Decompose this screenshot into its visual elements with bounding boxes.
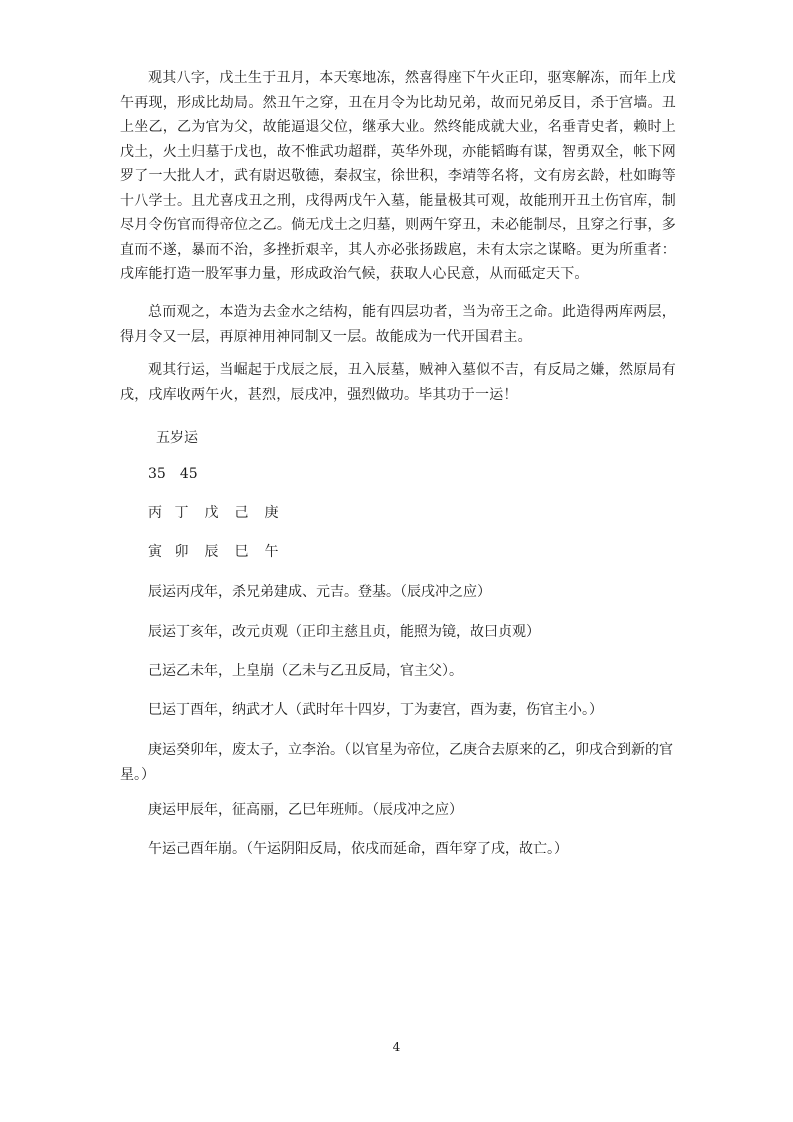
- event-item: 辰运丁亥年，改元贞观（正印主慈且贞，能照为镜，故曰贞观）: [148, 624, 540, 640]
- luck-ages: 35 45: [148, 466, 198, 482]
- event-item: 庚运甲辰年，征高丽，乙巳年班师。（辰戌冲之应）: [148, 802, 463, 818]
- event-item: 己运乙未年，上皇崩（乙未与乙丑反局，官主父）。: [148, 663, 463, 679]
- event-item: 辰运丙戌年，杀兄弟建成、元吉。登基。（辰戌冲之应）: [148, 584, 491, 600]
- event-item: 庚运癸卯年，废太子，立李治。（以官星为帝位，乙庚合去原来的乙，卯戌合到新的官星。）: [120, 742, 673, 783]
- paragraph-analysis: 观其八字，戊土生于丑月，本天寒地冻，然喜得座下午火正印，驱寒解冻，而年上戊午再现，形成比劫局。然丑午之穿，丑在月令为比劫兄弟，故而兄弟反目，杀于宫墙。丑上坐乙，乙为官为父，故能逼退父位，继承大业。然终能成就大业，名垂青史者，赖时上戊土，火土归墓于戊也，故不惟武功超群，英华外现，亦能韬晦有谋，智勇双全，帐下网罗了一大批人才，武有尉迟敬德，秦叔宝，徐世积，李靖等名将，文有房玄龄，杜如晦等十八学士。且尤喜戌丑之刑，戌得两戊午入墓，能量极其可观，故能刑开丑土伤官库，制尽月令伤官而得帝位之乙。倘无戊土之归墓，则两午穿丑，未必能制尽，且穿之行事，多直而不遂，暴而不治，多挫折艰辛，其人亦必张扬跋扈，未有太宗之谋略。更为所重者：戌库能打造一股军事力量，形成政治气候，获取人心民意，从而砥定天下。: [120, 70, 676, 282]
- paragraph-summary: 总而观之，本造为去金水之结构，能有四层功者，当为帝王之命。此造得两库两层，得月令又一层，再原神用神同制又一层。故能成为一代开国君主。: [120, 304, 676, 345]
- event-item: 午运己酉年崩。（午运阴阳反局，依戌而延命，酉年穿了戌，故亡。）: [148, 841, 568, 857]
- luck-stems: 丙 丁 戊 己 庚: [148, 505, 280, 521]
- page-number: 4: [392, 1040, 401, 1054]
- event-item: 巳运丁酉年，纳武才人（武时年十四岁，丁为妻宫，酉为妻，伤官主小。）: [148, 702, 603, 718]
- luck-title: 五岁运: [156, 430, 198, 446]
- luck-branches: 寅 卯 辰 巳 午: [148, 544, 280, 560]
- paragraph-luck-cycle: 观其行运，当崛起于戊辰之辰，丑入辰墓，贼神入墓似不吉，有反局之嫌，然原局有戌，戌库收两午火，甚烈，辰戌冲，强烈做功。毕其功于一运！: [120, 362, 676, 403]
